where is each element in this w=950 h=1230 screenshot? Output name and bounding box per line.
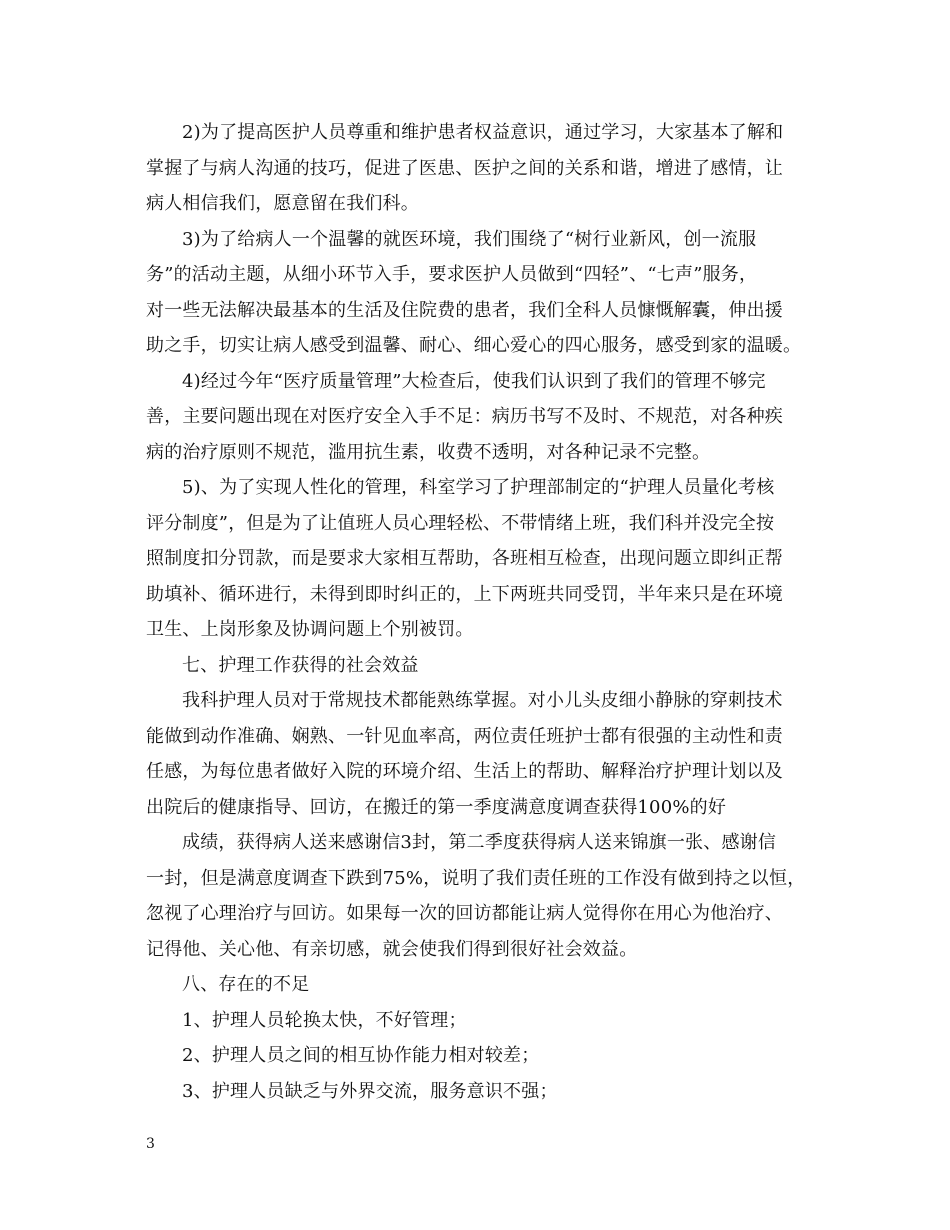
text-line: 对一些无法解决最基本的生活及住院费的患者，我们全科人员慷慨解囊，伸出援 bbox=[146, 299, 783, 321]
text-line: 八、存在的不足 bbox=[182, 974, 310, 995]
text-line: 能做到动作准确、娴熟、一针见血率高，两位责任班护士都有很强的主动性和责 bbox=[146, 725, 783, 747]
text-line: 1、护理人员轮换太快，不好管理； bbox=[182, 1009, 467, 1031]
text-line: 善，主要问题出现在对医疗安全入手不足：病历书写不及时、不规范，对各种疾 bbox=[146, 406, 783, 427]
text-line: 出院后的健康指导、回访，在搬迁的第一季度满意度调查获得100%的好 bbox=[146, 796, 727, 818]
text-line: 任感，为每位患者做好入院的环境介绍、生活上的帮助、解释治疗护理计划以及 bbox=[146, 761, 783, 782]
text-line: 照制度扣分罚款，而是要求大家相互帮助，各班相互检查，出现问题立即纠正帮 bbox=[146, 548, 783, 569]
text-line: 3、护理人员缺乏与外界交流，服务意识不强； bbox=[182, 1080, 558, 1102]
text-line: 2)为了提高医护人员尊重和维护患者权益意识，通过学习，大家基本了解和 bbox=[182, 122, 784, 143]
text-line: 务”的活动主题，从细小环节入手，要求医护人员做到“四轻”、“七声”服务， bbox=[146, 264, 758, 285]
text-line: 我科护理人员对于常规技术都能熟练掌握。对小儿头皮细小静脉的穿刺技术 bbox=[182, 690, 783, 711]
text-line: 助填补、循环进行，未得到即时纠正的，上下两班共同受罚，半年来只是在环境 bbox=[146, 583, 783, 605]
document-body bbox=[146, 115, 806, 1109]
text-line: 七、护理工作获得的社会效益 bbox=[182, 654, 419, 676]
page-number: 3 bbox=[146, 1136, 155, 1152]
text-line: 掌握了与病人沟通的技巧，促进了医患、医护之间的关系和谐，增进了感情，让 bbox=[146, 157, 783, 179]
text-line: 成绩，获得病人送来感谢信3封，第二季度获得病人送来锦旗一张、感谢信 bbox=[182, 832, 777, 853]
text-line: 5)、为了实现人性化的管理，科室学习了护理部制定的“护理人员量化考核 bbox=[182, 477, 775, 498]
text-line: 4)经过今年“医疗质量管理”大检查后，使我们认识到了我们的管理不够完 bbox=[182, 370, 766, 392]
text-line: 评分制度”，但是为了让值班人员心理轻松、不带情绪上班，我们科并没完全按 bbox=[146, 512, 775, 534]
text-line: 卫生、上岗形象及协调问题上个别被罚。 bbox=[146, 619, 474, 640]
text-line: 记得他、关心他、有亲切感，就会使我们得到很好社会效益。 bbox=[146, 938, 638, 960]
text-line: 2、护理人员之间的相互协作能力相对较差； bbox=[182, 1045, 540, 1066]
text-line: 一封，但是满意度调查下跌到75%，说明了我们责任班的工作没有做到持之以恒， bbox=[146, 867, 806, 889]
text-line: 忽视了心理治疗与回访。如果每一次的回访都能让病人觉得你在用心为他治疗、 bbox=[146, 903, 783, 924]
text-line: 助之手，切实让病人感受到温馨、耐心、细心爱心的四心服务，感受到家的温暖。 bbox=[146, 335, 802, 356]
text-line: 3)为了给病人一个温馨的就医环境，我们围绕了“树行业新风，创一流服 bbox=[182, 228, 757, 250]
text-line: 病人相信我们，愿意留在我们科。 bbox=[146, 193, 419, 214]
text-line: 病的治疗原则不规范，滥用抗生素，收费不透明，对各种记录不完整。 bbox=[146, 441, 711, 463]
